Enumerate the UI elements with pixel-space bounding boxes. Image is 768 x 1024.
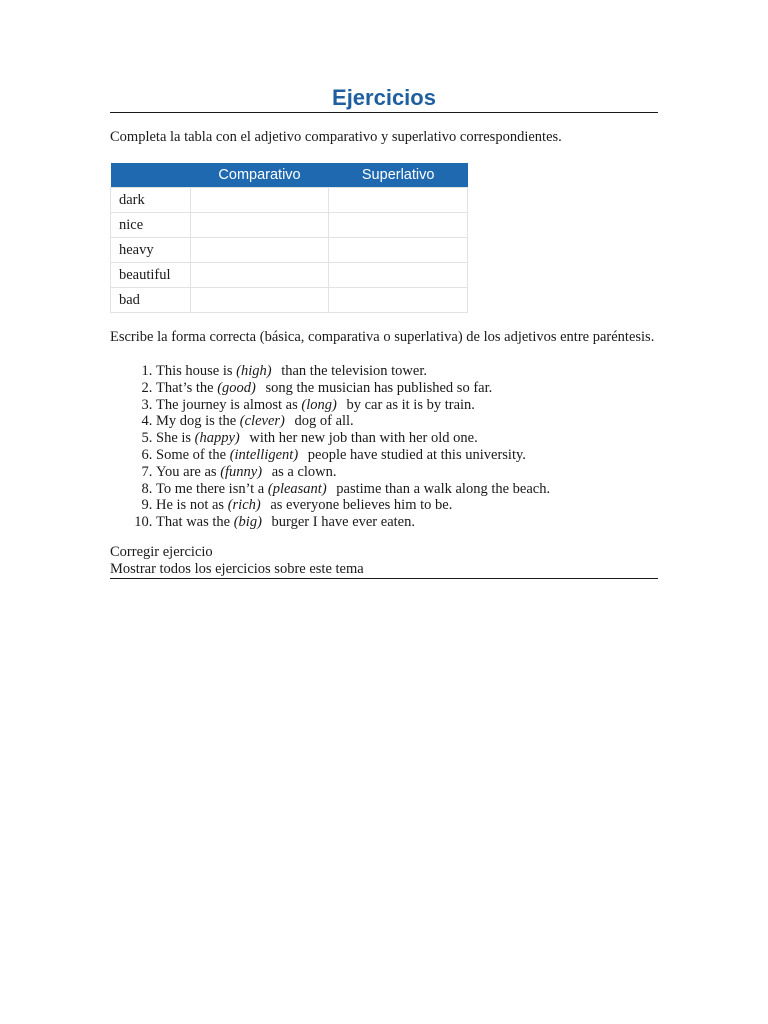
sentence-end: pastime than a walk along the beach.	[332, 480, 551, 497]
sentence-start: You are as	[156, 463, 221, 480]
content	[110, 84, 658, 579]
table-row	[111, 238, 468, 263]
sentence-end: dog of all.	[290, 413, 354, 430]
adjective-hint: (happy)	[194, 430, 240, 447]
comparative-cell	[190, 288, 329, 313]
table-row	[111, 263, 468, 288]
sentence-start: She is	[156, 430, 195, 447]
bottom-divider	[110, 578, 658, 579]
sentence-start: To me there isn’t a	[156, 480, 268, 497]
comparative-input[interactable]	[191, 188, 329, 212]
sentence-start: The journey is almost as	[156, 396, 302, 413]
adjective-hint: (funny)	[220, 463, 263, 480]
list-item	[156, 413, 658, 430]
adjective-hint: (intelligent)	[229, 446, 299, 463]
sentence-end: than the television tower.	[277, 363, 427, 379]
sentence-start: That’s the	[156, 379, 218, 396]
correct-exercise-link[interactable]: Corregir ejercicio	[110, 543, 213, 560]
adjective-word: nice	[111, 213, 191, 238]
sentence-end: with her new job than with her old one.	[245, 430, 478, 447]
table-row	[111, 213, 468, 238]
sentence-start: This house is	[156, 363, 237, 379]
table-row	[111, 288, 468, 313]
sentence-start: Some of the	[156, 446, 230, 463]
superlative-cell	[329, 188, 468, 213]
adjective-hint: (rich)	[227, 497, 261, 514]
comparative-cell	[190, 213, 329, 238]
adjective-word: bad	[111, 288, 191, 313]
sentence-end: by car as it is by train.	[342, 396, 475, 413]
superlative-input[interactable]	[329, 188, 467, 212]
header-superlative: Superlativo	[329, 163, 468, 188]
adjective-word: heavy	[111, 238, 191, 263]
superlative-cell	[329, 263, 468, 288]
sentence-end: as everyone believes him to be.	[266, 497, 453, 514]
header-comparative: Comparativo	[190, 163, 329, 188]
comparative-input[interactable]	[191, 263, 329, 287]
superlative-cell	[329, 213, 468, 238]
adjective-hint: (pleasant)	[267, 480, 327, 497]
comparative-input[interactable]	[191, 213, 329, 237]
sentence-start: That was the	[156, 514, 234, 531]
superlative-cell	[329, 288, 468, 313]
superlative-cell	[329, 238, 468, 263]
superlative-input[interactable]	[329, 288, 467, 312]
list-item	[156, 430, 658, 447]
adjective-table	[110, 163, 468, 313]
list-item	[156, 497, 658, 514]
table-header-row	[111, 163, 468, 188]
adjective-hint: (high)	[236, 363, 272, 379]
sentence-end: burger I have ever eaten.	[267, 514, 415, 531]
superlative-input[interactable]	[329, 263, 467, 287]
exercise-list	[110, 363, 658, 531]
list-item	[156, 397, 658, 414]
table-row	[111, 188, 468, 213]
exercise2-instruction: Escribe la forma correcta (básica, comparativa o superlativa) de los adjetivos entre paréntesis.	[110, 329, 655, 345]
adjective-hint: (big)	[233, 514, 262, 531]
comparative-cell	[190, 263, 329, 288]
comparative-input[interactable]	[191, 238, 329, 262]
adjective-word: beautiful	[111, 263, 191, 288]
sentence-end: people have studied at this university.	[304, 446, 526, 463]
sentence-end: as a clown.	[268, 463, 337, 480]
adjective-word: dark	[111, 188, 191, 213]
header-word	[111, 163, 191, 188]
list-item	[156, 514, 658, 531]
page-title: Ejercicios	[332, 85, 436, 110]
list-item	[156, 481, 658, 498]
comparative-cell	[190, 238, 329, 263]
comparative-input[interactable]	[191, 288, 329, 312]
sentence-end: song the musician has published so far.	[261, 379, 493, 396]
show-all-exercises-link[interactable]: Mostrar todos los ejercicios sobre este tema	[110, 560, 364, 577]
comparative-cell	[190, 188, 329, 213]
list-item	[156, 464, 658, 481]
list-item	[156, 447, 658, 464]
sentence-start: He is not as	[156, 497, 228, 514]
superlative-input[interactable]	[329, 238, 467, 262]
footer-links	[110, 544, 658, 579]
exercise1-instruction: Completa la tabla con el adjetivo comparativo y superlativo correspondientes.	[110, 129, 562, 145]
list-item	[156, 380, 658, 397]
list-item	[156, 363, 658, 380]
title-divider	[110, 112, 658, 113]
superlative-input[interactable]	[329, 213, 467, 237]
sentence-start: My dog is the	[156, 413, 240, 430]
adjective-hint: (clever)	[239, 413, 285, 430]
adjective-hint: (good)	[217, 379, 256, 396]
adjective-hint: (long)	[301, 396, 337, 413]
